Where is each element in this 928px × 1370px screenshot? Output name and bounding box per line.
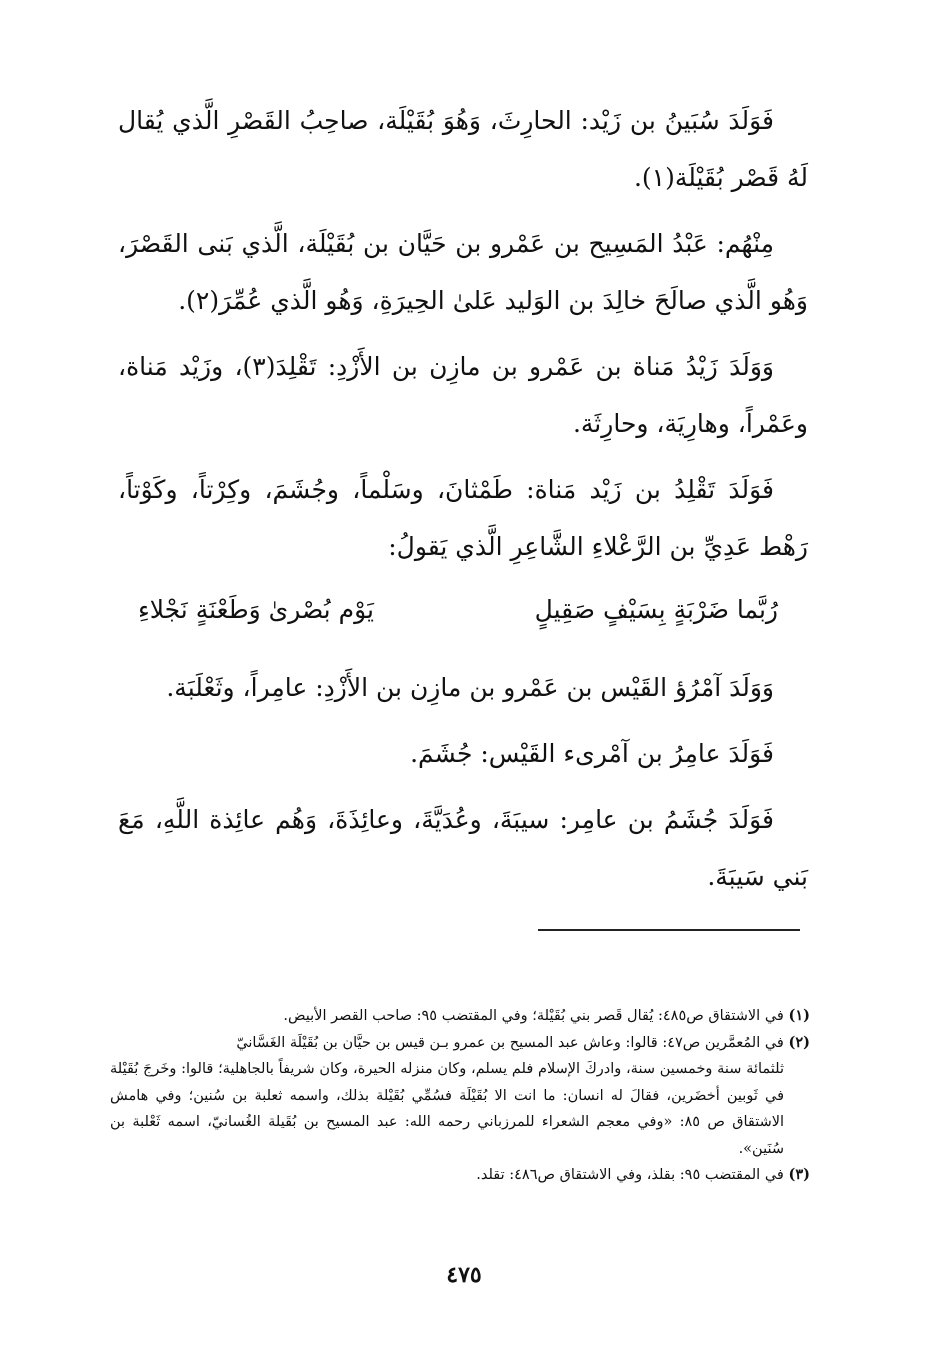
- footnote-text: في المُعمَّرين ص٤٧: قالوا: وعاش عبد المسيح بن عمرو بـن قيس بن حيَّان بن بُقَيْلَة الغَسَّانيّ: [236, 1034, 784, 1051]
- verse-second-hemistich: يَوْم بُصْرىٰ وَطَعْنَةٍ نَجْلاءِ: [138, 595, 374, 624]
- footnote-text: في الاشتقاق ص٤٨٥: يُقال قَصر بني بُقَيْلة؛ وفي المقتضب ٩٥: صاحب القصر الأبيض.: [283, 1008, 784, 1024]
- paragraph-5: وَوَلَدَ آمْرُؤ القَيْس بن عَمْرو بن مازِن بن الأَزْدِ: عامِراً، وثَعْلَبَة.: [166, 673, 774, 702]
- poetry-verse: [138, 585, 778, 635]
- footnote-line: ثعلبة بن سُنين؛ وفي هامش الاشتقاق ص ٨٥: «وفي معجم الشعراء للمرزباني رحمه الله:: [110, 1087, 785, 1130]
- paragraph-6: فَوَلَدَ عامِرُ بن آمْرىء القَيْس: جُشَمَ.: [410, 739, 774, 768]
- footnote-line: عبد المسيح بن بُقَيلة الغُسانيّ، اسمه ثَعْلبة بن سُنَين».: [110, 1114, 784, 1157]
- footnote-number: (٣): [788, 1166, 810, 1183]
- paragraph-7: فَوَلَدَ جُشَمُ بن عامِر: سيبَةَ، وعُدَيَّةَ، وعائِذَةَ، وَهُم عائِذة اللَّهِ، مَعَ بَني سَيبَةَ.: [118, 805, 808, 891]
- footnote-separator: [538, 929, 800, 931]
- paragraph-3: وَوَلَدَ زَيْدُ مَناة بن عَمْرو بن مازِن بن الأَزْدِ: تَقْلِدَ(٣)، وزَيْد مَناة، وعَمْراً، وهارِيَة، وحارِثَة.: [118, 352, 808, 438]
- paragraph-1: فَوَلَدَ سُبَينُ بن زَيْد: الحارِثَ، وَهُوَ بُقَيْلَة، صاحِبُ القَصْرِ الَّذي يُقال لَهُ قَصْر بُقَيْلَة(١).: [118, 106, 808, 192]
- footnote-3: [110, 1162, 810, 1189]
- paragraph-4: فَوَلَدَ تَقْلِدُ بن زَيْد مَناة: طَمْثانَ، وسَلْماً، وجُشَمَ، وكِرْتاً، وكَوْتاً، رَهْط عَدِيِّ بن الرَّعْلاءِ الشَّاعِرِ الَّذي يَقولُ:: [118, 475, 808, 561]
- page-number: ٤٧٥: [446, 1262, 482, 1288]
- footnote-2: [110, 1030, 810, 1057]
- footnotes: [110, 1003, 810, 1189]
- verse-first-hemistich: رُبَّما ضَرْبَةٍ بِسَيْفٍ صَقِيلٍ: [534, 595, 778, 624]
- footnote-line: ثلثمائة سنة وخمسين سنة، وادركَ الإسلام فلم يسلم، وكان منزله الحيرة، وكان شريفاً بالجاهلية؛: [218, 1061, 785, 1077]
- footnote-1: [110, 1003, 810, 1030]
- main-text: [118, 92, 808, 914]
- footnote-text: في المقتضب ٩٥: بقلذ، وفي الاشتقاق ص٤٨٦: تقلد.: [476, 1167, 784, 1183]
- footnote-number: (٢): [788, 1033, 810, 1051]
- footnote-2-continuation: [110, 1056, 810, 1162]
- footnote-number: (١): [788, 1007, 810, 1024]
- paragraph-2: مِنْهُم: عَبْدُ المَسِيح بن عَمْرو بن حَيَّان بن بُقَيْلَة، الَّذي بَنى القَصْرَ، وَهُو الَّذي صالَحَ خالِدَ بن الوَليد عَلىٰ الحِيرَةِ، وَهُو الَّذي عُمِّرَ(٢).: [118, 229, 808, 315]
- footnote-line: قالوا: وخَرجَ بُقَيْلة في ثَوبين أخضَرين، فقالَ له انسان: ما انت الا بُقَيْلَة فسُمِّي بُقَيْلة بذلك، واسمه: [110, 1061, 784, 1104]
